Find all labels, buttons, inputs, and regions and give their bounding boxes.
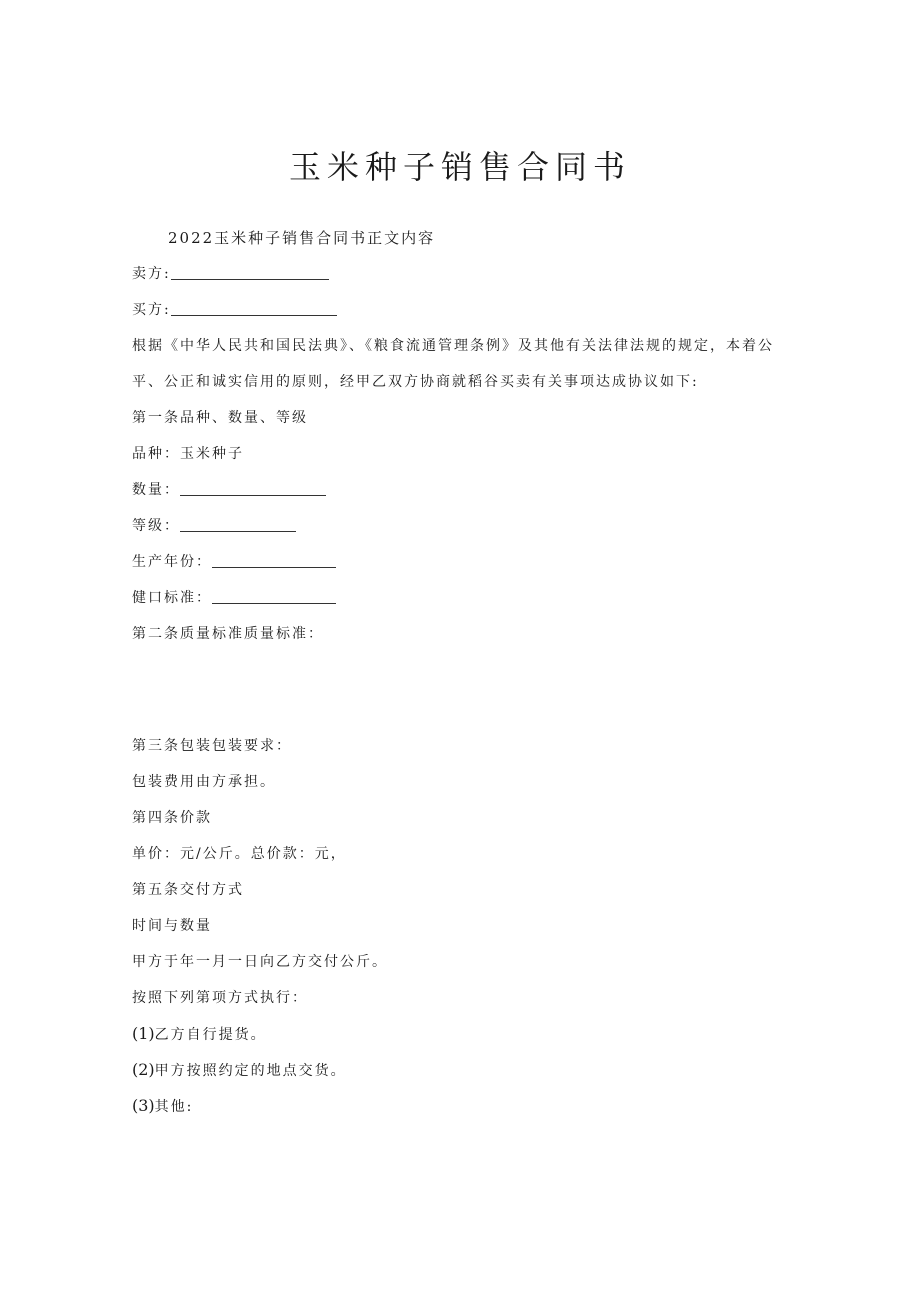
option-item (132, 1060, 347, 1081)
delivery-schedule-line: 甲方于年一月一日向乙方交付公斤。 (132, 954, 388, 970)
article4-heading: 第四条价款 (132, 810, 212, 826)
option-number: (1) (132, 1024, 155, 1043)
grade-blank (180, 517, 296, 532)
seller-field (132, 264, 329, 284)
seller-blank (171, 265, 329, 280)
production-year-field (132, 552, 336, 572)
buyer-label: 买方: (132, 302, 171, 318)
seller-label: 卖方: (132, 266, 171, 282)
quantity-label: 数量： (132, 482, 180, 498)
option-text: 其他: (154, 1099, 194, 1115)
article2-heading: 第二条质量标准质量标准： (132, 626, 324, 642)
price-line: 单价：元/公斤。总价款：元， (132, 846, 347, 862)
grade-field (132, 516, 296, 536)
option-text: 乙方自行提货。 (154, 1027, 267, 1043)
grade-label: 等级： (132, 518, 180, 534)
time-quantity-line: 时间与数量 (132, 918, 212, 934)
option-number: (3) (132, 1096, 155, 1115)
packaging-cost-line: 包装费用由方承担。 (132, 774, 276, 790)
quarantine-blank (212, 589, 336, 604)
article5-heading: 第五条交付方式 (132, 882, 244, 898)
article1-heading: 第一条品种、数量、等级 (132, 410, 308, 426)
document-subtitle: 2022玉米种子销售合同书正文内容 (168, 229, 436, 247)
preamble-line-2: 平、公正和诚实信用的原则，经甲乙双方协商就稻谷买卖有关事项达成协议如下: (132, 374, 699, 390)
option-text: 甲方按照约定的地点交货。 (154, 1063, 347, 1079)
method-intro-line: 按照下列第项方式执行： (132, 990, 308, 1006)
variety-line: 品种：玉米种子 (132, 446, 244, 462)
quarantine-label: 健口标准： (132, 590, 212, 606)
quarantine-field (132, 588, 336, 608)
quantity-blank (180, 481, 326, 496)
preamble-line-1: 根据《中华人民共和国民法典》、《粮食流通管理条例》及其他有关法律法规的规定，本着公 (132, 338, 774, 354)
document-title: 玉米种子销售合同书 (288, 148, 631, 186)
buyer-field (132, 300, 337, 320)
article3-heading: 第三条包装包装要求： (132, 738, 292, 754)
option-item (132, 1024, 267, 1045)
production-year-blank (212, 553, 336, 568)
production-year-label: 生产年份： (132, 554, 212, 570)
option-number: (2) (132, 1060, 155, 1079)
option-item (132, 1096, 193, 1117)
quantity-field (132, 480, 326, 500)
buyer-blank (171, 301, 337, 316)
